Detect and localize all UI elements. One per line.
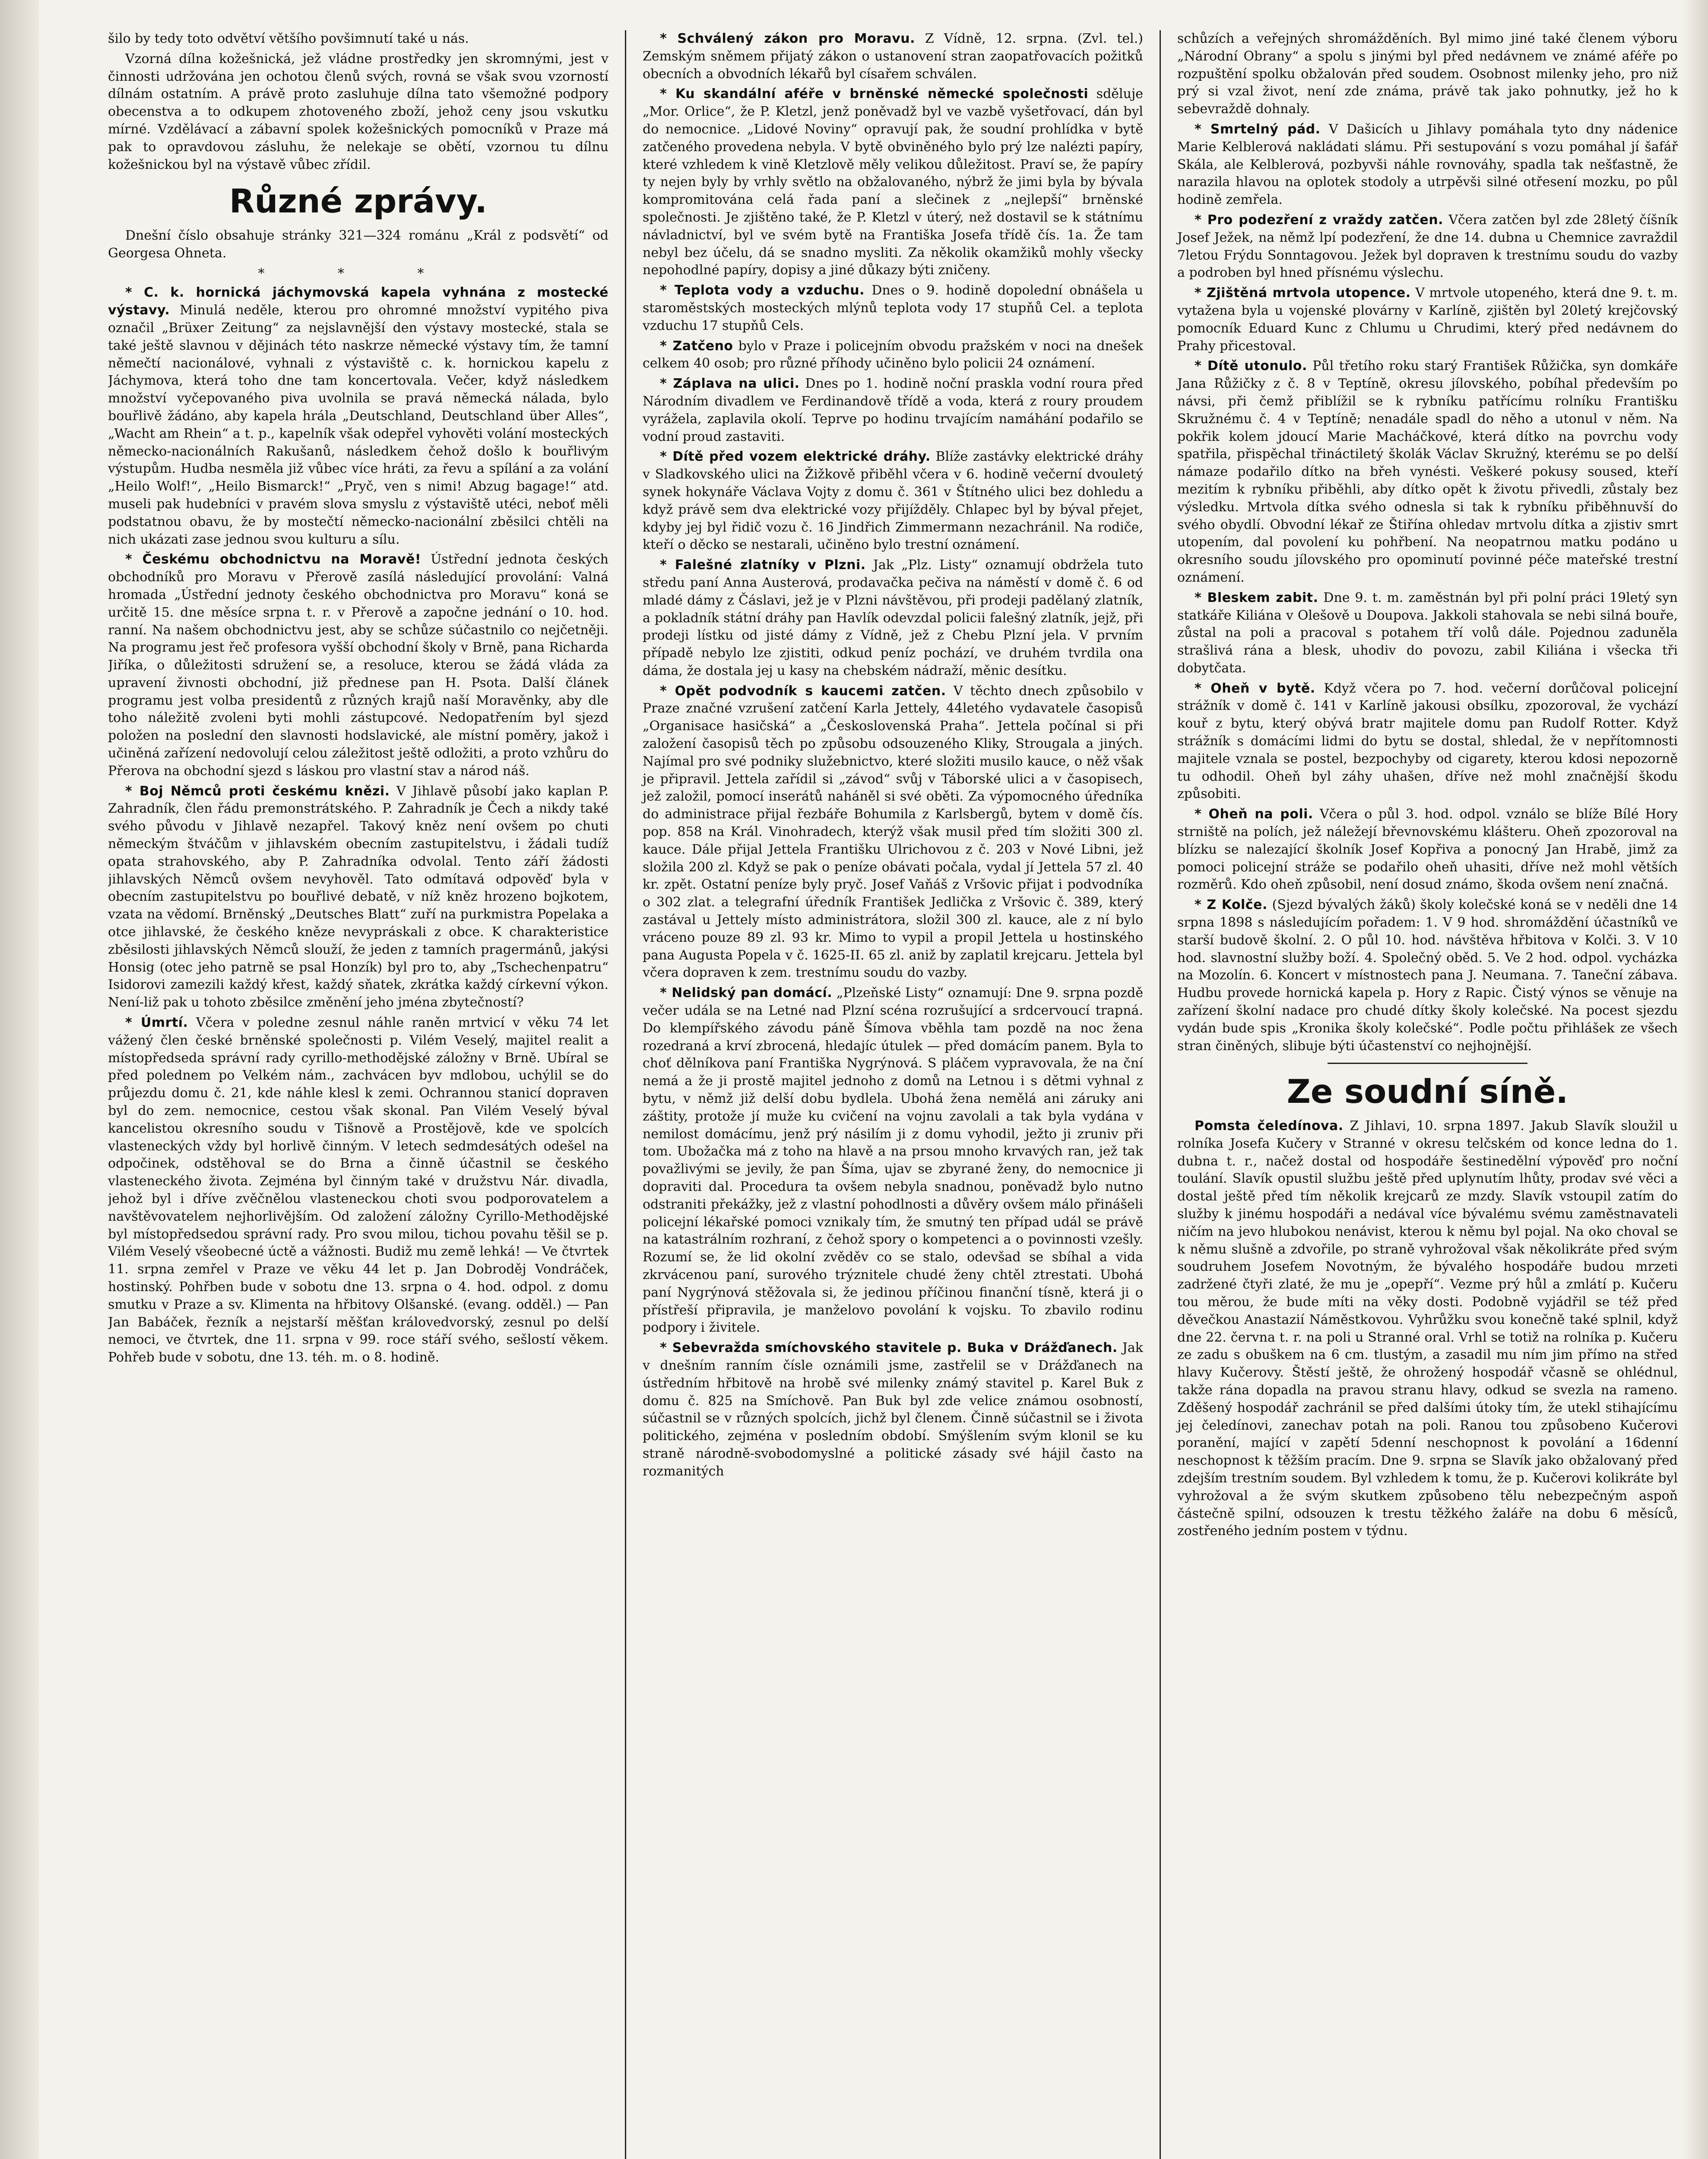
article-germans-vs-priest [108, 783, 608, 1012]
body-murder-suspect: Včera zatčen byl zde 28letý číšník Josef Ježek, na němž lpí podezření, že dne 14. dubna u Chemnice zavraždil 7letou Frýdu Sonntagovou. Ježek byl dopraven k trestnímu soudu do vazby a podroben byl hned přísnému výslechu. [1177, 212, 1678, 281]
body-swindler: V těchto dnech způsobilo v Praze značné vzrušení zatčení Karla Jettely, 44letého vydavatele časopisů „Organisace hasičská“ a „Československá Praha“. Jettela počínal si při založení časopisů těch po způsobu odsouzeného Kliky, Strougala a jiných. Najímal pro své podniky služebnictvo, které složiti musilo kauce, o něž však je připravil. Jettela zařídil si „závod“ svůj v Táborské ulici a v časopisech, jež založil, pomocí inserátů naháněl si své oběti. Za výpomocného úředníka do administrace přijal řezbáře Bohumila z Karlsbergů, bytem v domě čís. pop. 858 na Král. Vinohradech, kterýž však musil před tím složiti 300 zl. kauce. Dále přijal Jettela Františku Ulrichovou z č. 203 v Nové Libni, jež složila 200 zl. Když se pak o peníze obávati počala, vydal jí Jettela 57 zl. 40 kr. zpět. Ostatní peníze byly pryč. Josef Vaňáš z Vršovic přijat i podvodníka o 302 zlat. a telegrafní úředník František Jedlička z Vršovic č. 389, který zastával u Jettely místo administrátora, složil 300 zl. kauce, ale z ní bylo vráceno pouze 89 zl. 93 kr. Mimo to vypil a propil Jettela u hostinského pana Augusta Popela v č. 1625-II. 65 zl. aniž by zaplatil krejcaru. Jettela byl včera dopraven k zem. trestnímu soudu do vazby. [643, 683, 1143, 981]
headline-field-fire: * Oheň na poli. [1195, 807, 1313, 822]
body-farmhand-revenge: Z Jihlavi, 10. srpna 1897. Jakub Slavík sloužil u rolníka Josefa Kučery v Stranné v okresu telčském od konce ledna do 1. dubna t. r., načež dostal od hospodáře šestinedělní výpověď pro noční toulání. Slavík opustil službu ještě před uplynutím lhůty, prodav své věci a dostal ještě před tím několik krejcarů ze mzdy. Slavík vstoupil zatím do služby k jinému hospodáři a nedával více bývalému svému zaměstnavateli ničím na jevo hlubokou nenávist, kterou k němu byl pojal. Na oko choval se k němu slušně a zdvořile, po straně vyhrožoval však několikráte před svým soudruhem Josefem Novotným, že bývalého hospodáře budou mrzeti zadržené čtyři zlaté, že mu je „opepří“. Vezme prý hůl a zmlátí p. Kučeru tou měrou, že bude míti na věky dosti. Podobně vyjádřil se též před děvečkou Anastazií Náměstkovou. Vyhrůžku svou konečně také splnil, když dne 22. června t. r. na poli u Stranné oral. Vrhl se totiž na rolníka p. Kučeru ze zadu s obuškem na 6 cm. tlustým, a zasadil mu ním jim přímo na střed hlavy Kučerovy. Štěstí ještě, že ohrožený hospodář včasně se ohlédnul, takže rána dopadla na pravou stranu hlavy, odkud se svezla na rameno. Zděšený hospodář zachránil se před dalšími útoky tím, že utekl stihajícímu jej čeledínovi, zanechav potah na poli. Ranou tou způsobeno Kučerovi poranění, mající v zapětí 5denní neschopnost k povolání a 16denní neschopnost k těžším pracím. Dne 9. srpna se Slavík jako obžalovaný před zdejším trestním soudem. Byl vzhledem k tomu, že p. Kučerovi kolikráte byl vyhrožoval a že svým skutkem způsobeno tělu nebezpečným aspoň částečně spilní, odsouzen k trestu těžkého žaláře na dobu 6 měsíců, zostřeného jedním postem v týdnu. [1177, 1118, 1678, 1539]
headline-deaths: * Úmrtí. [125, 1015, 188, 1031]
article-apartment-fire [1177, 680, 1678, 804]
column-right [1160, 30, 1678, 2159]
headline-fatal-fall: * Smrtelný pád. [1195, 121, 1321, 137]
headline-murder-suspect: * Pro podezření z vraždy zatčen. [1195, 212, 1444, 228]
article-deaths [108, 1014, 608, 1367]
article-kolec-reunion [1177, 896, 1678, 1055]
article-law-approved [643, 30, 1143, 83]
headline-child-drowned: * Dítě utonulo. [1195, 358, 1307, 374]
article-moravian-commerce [108, 551, 608, 780]
section-divider [1328, 1063, 1528, 1064]
article-swindler [643, 683, 1143, 982]
body-cruel-landlord: „Plzeňské Listy“ oznamují: Dne 9. srpna pozdě večer udála se na Letné nad Plzní scéna rozrušující a srdcervoucí trapná. Do klempířského závodu páně Šímova vběhla tam pozdě na noc žena rozedraná a krví zbrocená, hledajíc útulek — před domácím panem. Byla to choť dělníkova paní Františka Nygrýnová. S pláčem vypravovala, že na ční nemá a že ji prostě majitel jednoho z domů na Letnou i s dětmi vyhnal z bytu, v němž již delší dobu bydlela. Ubohá žena nemělá ani záruky ani záštity, protože jí muže ku cvičení na vojnu zavolali a tak byla vydána v nemilost domácímu, jenž prý násilím ji z domu vyhodil, ježto ji zruniv při tom. Ubožačka má z toho na hlavě a na prsou mnoho krvavých ran, jež tak považlivými se jevily, že pan Šíma, ujav se zbyrané ženy, do nemocnice ji dopraviti dal. Procedura ta ovšem nebyla snadnou, poněvadž bylo nutno odstraniti překážky, jež z vlastní pohodlnosti a důvěry ovšem málo přinášeli policejní lékařské pomoci vznikaly tím, že smutný ten případ udál se právě na katastrálním rozhraní, z čehož spory o kompetenci a o povinnosti vzešly. Rozumí se, že lid okolní zvěděv co se stalo, odevšad se sbíhal a vida zkrvácenou paní, surového trýznitele chudé ženy chtěl ztrestati. Ubohá paní Nygrýnová stěžovala si, že jedinou příčinou finanční tísně, která ji o přístřeší připravila, je manželovo povolání k vojsku. To zbavilo rodinu podpory i živitele. [643, 985, 1143, 1336]
body-lightning: Dne 9. t. m. zaměstnán byl při polní práci 19letý syn statkáře Kiliána v Olešově u Doupova. Jakkoli stahovala se nebi silná bouře, zůstal na poli a pracoval s potahem tří volů dále. Pojednou zaduněla strašlivá rána a blesk, uhodiv do povozu, zabil Kiliána i všecka tři dobytčata. [1177, 590, 1678, 676]
body-drowned-body: V mrtvole utopeného, která dne 9. t. m. vytažena byla u vojenské plovárny v Karlíně, zjištěn byl 20letý krejčovský pomocník Eduard Kunc z Chlumu u Chrudimi, který před nedávnem do Prahy přicestoval. [1177, 285, 1678, 354]
article-street-flood [643, 375, 1143, 446]
article-field-fire [1177, 806, 1678, 894]
body-temperature: Dnes o 9. hodině dopolední obnášela u staroměstských mosteckých mlýnů teplota vody 17 stupňů Cel. a teplota vzduchu 17 stupňů Cels. [643, 283, 1144, 333]
headline-child-tram: * Dítě před vozem elektrické dráhy. [660, 449, 931, 465]
headline-drowned-body: * Zjištěná mrtvola utopence. [1195, 285, 1411, 301]
article-fur-workshop: Vzorná dílna kožešnická, jež vládne prostředky jen skromnými, jest v činnosti udržována jen ochotou členů svých, rovná se však svou vzorností dílnám ostatním. A právě proto zasluhuje dílna tato všemožné podpory obecenstva a to odkupem zhotoveného zboží, jehož ceny jsou vskutku mírné. Vzdělávací a zábavní spolek kožešnických pomocníků v Praze má pak to opravdovou zásluhu, že nelekaje se obětí, vzornou tu dílnu kožešnickou byl na výstavě vůbec zřídil. [108, 51, 608, 172]
body-field-fire: Včera o půl 3. hod. odpol. vználo se blíže Bílé Hory strniště na polích, jež náležejí břevnovskému klášteru. Oheň zpozoroval na blízku se nalezající školník Josef Kopřiva a ponocný Jan Hrabě, jimž za pomoci policejní stráže se podařilo oheň uhasiti, dříve než mohl větších rozměrů. Kdo oheň způsobil, není dosud známo, škoda ovšem není značná. [1177, 807, 1678, 893]
article-drowned-body [1177, 285, 1678, 355]
article-false-coins [643, 557, 1143, 680]
body-child-drowned: Půl třetího roku starý František Růžička, syn domkáře Jana Růžičky z č. 8 v Teptíně, okresu jílovského, pobíhal především po návsi, při čemž přiblížil se k rybníku patřícímu rolníku Františku Skružnému č. 4 v Teptíně; nenadále spadl do něho a utonul v něm. Na pokřik kolem jdoucí Marie Macháčkové, která dítko na povrchu vody spatřila, přispěchal třináctiletý školák Václav Skružný, kterému se po delší námaze podařilo dítko na břeh vynésti. Veškeré pokusy soused, kteří mezitím k rybníku přiběhli, aby dítko opět k životu přivedli, zůstaly bez výsledku. Mrtvola dítka svého odnesla si tak k rybníku přiběhnuvší do svého obydlí. Obvodní lékař ze Štiřína ohledav mrtvolu dítka a zjistiv smrt utopením, dal povolení ku pohřbení. Na neopatrnou matku podáno u okresního soudu jílovského pro opominutí povinné péče mateřské trestní oznámení. [1177, 358, 1678, 585]
headline-farmhand-revenge: Pomsta čeledínova. [1195, 1118, 1344, 1134]
body-kolec-reunion: (Sjezd bývalých žáků) školy kolečské koná se v neděli dne 14 srpna 1898 s následujícím pořadem: 1. V 9 hod. shromáždění účastníků ve starší budově školní. 2. O půl 10. hod. návštěva hřbitova v Kolči. 3. V 10 hod. slavnostní služby boží. 4. Společný oběd. 5. Ve 2 hod. odpol. vycházka na Mozolín. 6. Koncert v místnostech pana J. Neumana. 7. Taneční zábava. Hudbu provede hornická kapela p. Hory z Rapic. Čistý výnos se věnuje na zařízení školní nadace pro chudé dítky školy kolečské. Na pocest sjezdu vydán bude spis „Kronika školy kolečské“. Podle počtu přihlášek ze všech stran činěných, slibuje býti účastenství co nejhojnější. [1177, 897, 1678, 1054]
article-suicide [643, 1339, 1143, 1480]
headline-lightning: * Bleskem zabit. [1195, 590, 1318, 605]
headline-arrests: * Zatčeno [660, 338, 733, 354]
article-temperature [643, 282, 1143, 335]
body-scandal: sděluje „Mor. Orlice“, že P. Kletzl, jenž poněvadž byl ve vazbě vyšetřovací, dán byl do nemocnice. „Lidové Noviny“ opravují pak, že soudní prohlídka v bytě zatčeného provedena nebyla. V bytě obviněného bylo prý lze nalézti papíry, které vzhledem k vině Kletzlově měly velikou důležitost. Praví se, že papíry ty nejen byly by vrhly světlo na obžalovaného, nýbrž že jimi byla by bývala kompromitována celá řada paní a slečinek z „nejlepší“ brněnské společnosti. Je zjištěno také, že P. Kletzl v úterý, než dostavil se k státnímu návladnictví, byl ve svém bytě na Františka Josefa třídě čís. 1a. Že tam nebyl bez účelu, dá se snadno mysliti. Za několik okamžiků mohly všecky nepohodlné papíry, dopisy a jiné důkazy býti zničeny. [643, 86, 1143, 278]
body-deaths: Včera v poledne zesnul náhle raněn mrtvicí v věku 74 let vážený člen české brněnské společnosti p. Vilém Veselý, majitel realit a místopředseda správní rady cyrillo-methodějské záložny v Brně. Ubíral se před polednem po Velkém nám., zachvácen byv mdlobou, uchýlil se do průjezdu domu č. 21, kde náhle klesl k zemi. Ochrannou stanicí dopraven byl do zem. nemocnice, cestou však skonal. Pan Vilém Veselý býval kancelistou okresního soudu v Tišnově a Prostějově, kde ve spolcích vlasteneckých vždy byl horlivě činným. V letech sedmdesátých odešel na odpočinek, odstěhoval se do Brna a činně účastnil se českého vlasteneckého života. Zejména byl činným také v družstvu Nár. divadla, jehož byl i dříve zvěčnělou vlasteneckou choti svou podporovatelem a navštěvovatelem nejhorlivějším. Od založení záložny Cyrillo-Methodějské byl místopředsedou správní rady. Pro svou milou, tichou povahu těšil se p. Vilém Veselý všeobecné úctě a vážnosti. Budiž mu země lehká! — Ve čtvrtek 11. srpna zemřel v Praze ve věku 44 let p. Jan Dobroděj Vondráček, hostinský. Pohřben bude v sobotu dne 13. srpna o 4. hod. odpol. z domu smutku v Praze a sv. Klimenta na hřbitovy Olšanské. (evang. odděl.) — Pan Jan Babáček, řezník a nejstarší měšťan královedvorský, zesnul po delší nemoci, ve čtvrtek, dne 11. srpna v 99. roce stáří svého, sešlostí věkem. Pohřeb bude v sobotu, dne 13. téh. m. o 8. hodině. [108, 1015, 609, 1365]
article-child-tram [643, 448, 1143, 554]
body-fatal-fall: V Dašicích u Jihlavy pomáhala tyto dny nádenice Marie Kelblerová nakládati slámu. Při sestupování s vozu pomáhal jí šafář Skála, ale Kelblerová, pozbyvši náhle rovnováhy, spadla tak nešťastně, že narazila hlavou na oplotek stodoly a utrpěvši silné otřesení mozku, po půl hodině zemřela. [1177, 121, 1678, 208]
body-law-approved: Z Vídně, 12. srpna. (Zvl. tel.) Zemským sněmem přijatý zákon o ustanovení stran zaopatřovacích požitků obecních a obvodních lékařů byl císařem schválen. [643, 31, 1143, 82]
headline-kolec-reunion: * Z Kolče. [1195, 897, 1268, 913]
headline-germans-vs-priest: * Boj Němců proti českému knězi. [125, 783, 390, 799]
article-intro-novel: Dnešní číslo obsahuje stránky 321—324 románu „Král z podsvětí“ od Georgesa Ohneta. [108, 228, 608, 261]
body-suicide: Jak v dnešním ranním čísle oznámili jsme, zastřelil se v Drážďanech na ústředním hřbitově na hrobě své milenky známý stavitel p. Karel Buk z domu č. 825 na Smíchově. Pan Buk byl zde velice známou osobností, súčastnil se v různých spolcích, jichž byl členem. Činně súčastnil se i života politického, zejména v posledním období. Smýšlením svým klonil se ku straně národně-svobodomyslné a politické zásady své hájil často na rozmanitých [643, 1340, 1143, 1479]
body-apartment-fire: Když včera po 7. hod. večerní dorůčoval policejní strážník v domě č. 141 v Karlíně jakousi obsílku, zpozoroval, že vychází kouř z bytu, který obývá bratr majitele domu pan Rudolf Rotter. Když strážník s domácími lidmi do bytu se dostal, shledal, že v nepřítomnosti majitele vznala se postel, bezpochyby od cigarety, kterou kdosi nepozorně tu odhodil. Oheň byl záhy uhašen, dříve než mohl značnější škodu způsobiti. [1177, 681, 1678, 802]
headline-temperature: * Teplota vody a vzduchu. [660, 283, 865, 298]
article-columns [108, 30, 1678, 2159]
headline-band-expelled: * C. k. hornická jáchymovská kapela vyhnána z mostecké výstavy. [108, 285, 608, 318]
article-fatal-fall [1177, 121, 1678, 209]
body-street-flood: Dnes po 1. hodině noční praskla vodní roura před Národním divadlem ve Ferdinandově třídě a voda, která z roury proudem vyrážela, zaplavila okolí. Teprve po hodinu trvajícím namáhání podařilo se vodní proud zastaviti. [643, 376, 1143, 444]
headline-law-approved: * Schválený zákon pro Moravu. [660, 31, 916, 46]
article-band-expelled [108, 284, 608, 548]
headline-apartment-fire: * Oheň v bytě. [1195, 681, 1315, 696]
body-arrests: bylo v Praze i policejním obvodu pražském v noci na dnešek celkem 40 osob; pro různé příhody učiněno bylo policii 24 oznámení. [643, 338, 1143, 371]
headline-moravian-commerce: * Českému obchodnictvu na Moravě! [125, 552, 421, 567]
page-binding-shadow [0, 0, 39, 2159]
body-band-expelled: Minulá neděle, kterou pro ohromné množství vypitého piva označil „Brüxer Zeitung“ za nejslavnější den výstavy mostecké, stala se také ještě slavnou v dějinách této naskrze německé výstavy tím, že tamní němečtí nacionálové, vyhnali z výstaviště c. k. hornickou kapelu z Jáchymova, která toho dne tam koncertovala. Večer, když následkem množství vyčepovaného piva uvolnila se pravá německá nálada, bylo bouřlivě žádáno, aby kapela hrála „Deutschland, Deutschland über Alles“, „Wacht am Rhein“ a t. p., kapelník však odepřel vyhověti volání mosteckých německo-nacionálních Rakušanů, následkem čehož došlo k bouřlivým výstupům. Hudba nesměla již vůbec více hráti, za řevu a spílání a za volání „Heilo Wolf!“, „Heilo Bismarck!“ „Pryč, ven s nimi! Abzug bagage!“ atd. museli pak hudebníci v pravém slova smyslu z výstaviště utéci, neboť měli podstatnou obavu, že by mostečtí německo-nacionální zběsilci chtěli na nich ukázati zase jednou svou kulturu a sílu. [108, 303, 608, 547]
article-arrests [643, 338, 1143, 373]
article-suicide-continuation: schůzích a veřejných shromážděních. Byl mimo jiné také členem výboru „Národní Obrany“ a spolu s jinými byl před nedávnem ve známé aféře po rozpuštění spolku obžalován před soudem. Osobnost milenky jeho, pro niž prý si vzal život, není zde známa, právě tak jako pohnutky, jež ho k sebevraždě dohnaly. [1177, 31, 1678, 117]
article-murder-suspect [1177, 212, 1678, 282]
body-child-tram: Blíže zastávky elektrické dráhy v Sladkovského ulici na Žižkově přiběhl včera v 6. hodině večerní dvouletý synek hokynáře Václava Vojty z domu č. 361 v Štítného ulici bez dohledu a když právě sem dva elektrické vozy přijížděly. Chlapec byl by býval přejet, kdyby jej byl řidič vozu č. 16 Jindřich Zimmermann nezachránil. Na rodiče, kteří o děcko se nestarali, učiněno bylo trestní oznámení. [643, 449, 1143, 553]
article-continuation: šilo by tedy toto odvětví většího povšimnutí také u nás. [108, 31, 469, 46]
article-scandal [643, 85, 1143, 279]
section-title-courtroom: Ze soudní síně. [1287, 1072, 1569, 1111]
section-title-misc-news: Různé zprávy. [229, 182, 488, 221]
body-moravian-commerce: Ústřední jednota českých obchodníků pro Moravu v Přerově zasílá následující provolání: Valná hromada „Ústřední jednoty českého obchodnictva pro Moravu“ koná se určitě 15. dne měsíce srpna t. r. v Přerově a započne jednání o 10. hod. ranní. Na našem obchodnictvu jest, aby se schůze súčastnilo co nejčetněji. Na programu jest řeč profesora vyšší obchodní školy v Brně, pana Richarda Jiříka, o důležitosti sdružení se, a resoluce, kterou se žádá vláda za upravení živnosti obchodní, již přednese pan H. Psota. Další článek programu jest volba presidentů z různých krajů naší Moravěnky, aby dle toho náležitě zvoleni byti mohli zástupcové. Nedopatřením byl sjezd položen na poslední den slavnosti hodslavické, ale místní poměry, jakož i učiněná zařízení nedovolují celou záležitost ještě odložiti, a proto vzhůru do Přerova na obchodní sjezd s láskou pro vlastní stav a národ náš. [108, 552, 608, 779]
body-germans-vs-priest: V Jihlavě působí jako kaplan P. Zahradník, člen řádu premonstrátského. P. Zahradník je Čech a nikdy také svého původu v Jihlavě nezapřel. Takový kněz není ovšem po chuti německým štváčům v jihlavském obecním zastupitelstvu, i žádali tudíž opata strahovského, aby P. Zahradníka odvolal. Tento září žádosti jihlavských Němců ovšem nevyhověl. Tato odmítavá odpověď byla v obecním zastupitelstvu po bouřlivé debatě, v níž kněz hrozeno bojkotem, vzata na vědomí. Brněnský „Deutsches Blatt“ zuří na purkmistra Popelaka a otce jihlavské, že českého kněze nevypráskali z obce. K charakteristice zběsilosti jihlavských Němců slouží, že jeden z tamních pragermánů, jakýsi Honsig (otec jeho patrně se psal Honzík) byl pro to, aby „Tschechenpatru“ Isidorovi zamezili každý křest, každý sňatek, zkrátka každý církevní výkon. Není-liž pak u tohoto zběsilce změnění jeho jména zbytečností? [108, 783, 608, 1010]
column-left [108, 30, 625, 2159]
column-middle [625, 30, 1160, 2159]
article-lightning [1177, 589, 1678, 677]
article-child-drowned [1177, 358, 1678, 586]
page-edge-shadow [1682, 0, 1708, 2159]
article-farmhand-revenge [1177, 1117, 1678, 1540]
headline-cruel-landlord: * Nelidský pan domácí. [660, 985, 833, 1001]
headline-swindler: * Opět podvodník s kaucemi zatčen. [660, 683, 946, 699]
headline-street-flood: * Záplava na ulici. [660, 376, 800, 392]
article-cruel-landlord [643, 985, 1143, 1337]
headline-scandal: * Ku skandální aféře v brněnské německé společnosti [660, 86, 1089, 102]
headline-false-coins: * Falešné zlatníky v Plzni. [660, 557, 866, 573]
headline-suicide: * Sebevražda smíchovského stavitele p. Buka v Drážďanech. [660, 1340, 1118, 1356]
body-false-coins: Jak „Plz. Listy“ oznamují obdržela tuto středu paní Anna Austerová, prodavačka pečiva na náměstí v domě č. 6 od mladé dámy z Čáslavi, jež je v Plzni návštěvou, při prodeji padělaný zlatník, a pokladník státní dráhy pan Havlík odevzdal policii falešný zlatník, jejž, při prodeji lístku od jisté dámy z Vídně, jež z Chebu Plzní jela. V prvním případě nebylo lze zjistiti, odkud peníz pochází, ve druhém tvrdila ona dáma, že dostala jej u kasy na chebském nádraží, měnic desítku. [643, 557, 1143, 678]
separator-stars: * * * [258, 266, 459, 281]
